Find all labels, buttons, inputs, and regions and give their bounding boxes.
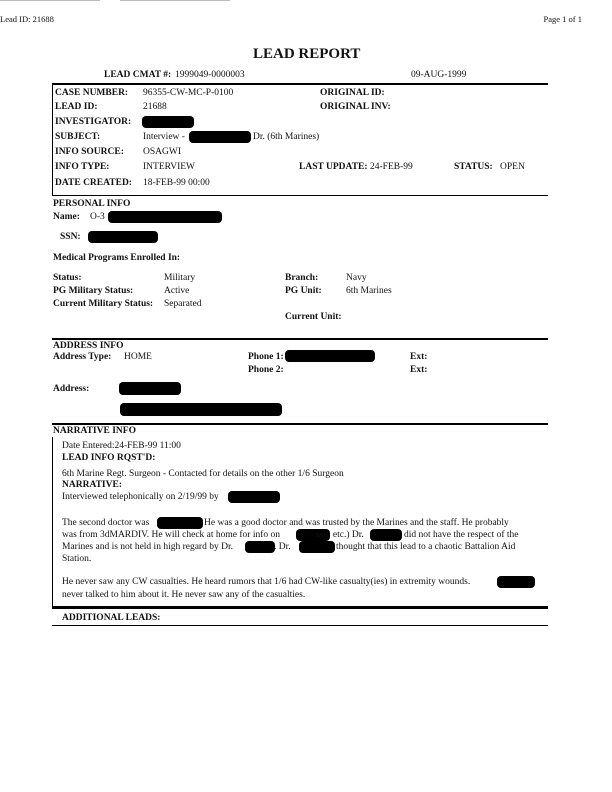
narrative-line: The second doctor was bbox=[62, 518, 150, 528]
ext2-label: Ext: bbox=[410, 365, 428, 375]
branch: Navy bbox=[346, 273, 367, 283]
date-created-label: DATE CREATED: bbox=[55, 178, 132, 188]
redaction bbox=[285, 350, 375, 362]
date-created: 18-FEB-99 00:00 bbox=[143, 178, 210, 188]
original-inv-label: ORIGINAL INV: bbox=[320, 102, 391, 112]
redaction bbox=[245, 541, 275, 553]
address-type-label: Address Type: bbox=[53, 352, 112, 362]
header-lead-id: Lead ID: 21688 bbox=[0, 14, 54, 24]
pg-military-status: Active bbox=[164, 286, 190, 296]
divider bbox=[52, 606, 548, 609]
investigator-label: INVESTIGATOR: bbox=[55, 117, 132, 127]
ssn-label: SSN: bbox=[60, 232, 81, 242]
info-type: INTERVIEW bbox=[143, 162, 195, 172]
narrative-line: Station. bbox=[62, 554, 92, 564]
lead-info-rqst-text: 6th Marine Regt. Surgeon - Contacted for details on the other 1/6 Surgeon bbox=[62, 469, 344, 479]
narrative-line: Interviewed telephonically on 2/19/99 by bbox=[62, 492, 219, 502]
redaction bbox=[299, 541, 335, 553]
divider bbox=[52, 83, 548, 85]
box-border bbox=[52, 437, 53, 609]
redaction bbox=[189, 131, 251, 143]
page-title: LEAD REPORT bbox=[253, 46, 361, 62]
subject-prefix: Interview - bbox=[143, 132, 185, 142]
date-entered: Date Entered:24-FEB-99 11:00 bbox=[62, 441, 181, 451]
info-source: OSAGWI bbox=[143, 147, 181, 157]
name-prefix: O-3 bbox=[90, 212, 105, 222]
divider bbox=[52, 338, 548, 340]
scan-artifact bbox=[0, 0, 100, 1]
pg-unit-label: PG Unit: bbox=[285, 286, 322, 296]
phone2-label: Phone 2: bbox=[248, 365, 284, 375]
redaction bbox=[142, 116, 194, 128]
narrative-label: NARRATIVE: bbox=[62, 480, 122, 490]
case-number: 96355-CW-MC-P-0100 bbox=[143, 88, 234, 98]
narrative-line: did not have the respect of the bbox=[404, 530, 519, 540]
redaction bbox=[119, 382, 181, 395]
pg-military-status-label: PG Military Status: bbox=[53, 286, 134, 296]
address-label: Address: bbox=[53, 384, 90, 394]
info-source-label: INFO SOURCE: bbox=[55, 147, 124, 157]
report-date: 09-AUG-1999 bbox=[411, 70, 467, 80]
branch-label: Branch: bbox=[285, 273, 319, 283]
lead-info-rqst-label: LEAD INFO RQST'D: bbox=[62, 453, 156, 463]
narrative-line: thought that this lead to a chaotic Battalion Aid bbox=[336, 542, 516, 552]
narrative-line: Marines and is not held in high regard by Dr. bbox=[62, 542, 233, 552]
box-border bbox=[52, 84, 53, 196]
narrative-line: He never saw any CW casualties. He heard rumors that 1/6 had CW-like casualty(ies) in extremity wounds. bbox=[62, 577, 471, 587]
status-mil-label: Status: bbox=[53, 273, 82, 283]
subject-suffix: Dr. (6th Marines) bbox=[253, 132, 320, 142]
current-military-status: Separated bbox=[164, 299, 202, 309]
subject-label: SUBJECT: bbox=[55, 132, 101, 142]
redaction bbox=[370, 529, 402, 541]
cmat-value: 1999049-0000003 bbox=[175, 70, 245, 80]
name-label: Name: bbox=[53, 212, 80, 222]
status-value: OPEN bbox=[500, 162, 525, 172]
status-label: STATUS: bbox=[454, 162, 493, 172]
divider bbox=[52, 423, 548, 425]
original-id-label: ORIGINAL ID: bbox=[320, 88, 385, 98]
scan-artifact bbox=[120, 0, 230, 1]
medical-programs-label: Medical Programs Enrolled In: bbox=[53, 253, 181, 263]
info-type-label: INFO TYPE: bbox=[55, 162, 110, 172]
status-mil: Military bbox=[164, 273, 196, 283]
divider bbox=[52, 625, 548, 626]
redaction bbox=[108, 211, 222, 223]
redaction bbox=[228, 491, 280, 503]
last-update: 24-FEB-99 bbox=[370, 162, 413, 172]
current-military-status-label: Current Military Status: bbox=[53, 299, 154, 309]
narrative-line: was from 3dMARDIV. He will check at home for info on bbox=[62, 530, 281, 540]
additional-leads-label: ADDITIONAL LEADS: bbox=[62, 613, 161, 623]
last-update-label: LAST UPDATE: bbox=[299, 162, 368, 172]
pg-unit: 6th Marines bbox=[346, 286, 392, 296]
redaction bbox=[497, 576, 535, 588]
narrative-info-heading: NARRATIVE INFO bbox=[53, 426, 136, 436]
phone1-label: Phone 1: bbox=[248, 352, 284, 362]
address-type: HOME bbox=[124, 352, 152, 362]
redaction bbox=[120, 403, 282, 416]
page-number: Page 1 of 1 bbox=[543, 14, 582, 24]
cmat-label: LEAD CMAT #: bbox=[104, 70, 172, 80]
address-info-heading: ADDRESS INFO bbox=[53, 341, 124, 351]
narrative-line: never talked to him about it. He never saw any of the casualties. bbox=[62, 590, 306, 600]
lead-id: 21688 bbox=[143, 102, 167, 112]
ext1-label: Ext: bbox=[410, 352, 428, 362]
personal-info-heading: PERSONAL INFO bbox=[53, 199, 131, 209]
divider bbox=[52, 195, 548, 196]
narrative-line: . Dr. bbox=[274, 542, 291, 552]
narrative-line: ssn, etc.) Dr. bbox=[316, 530, 364, 540]
lead-id-label: LEAD ID: bbox=[55, 102, 98, 112]
case-number-label: CASE NUMBER: bbox=[55, 88, 129, 98]
redaction bbox=[88, 231, 158, 243]
narrative-line: He was a good doctor and was trusted by the Marines and the staff. He probably bbox=[204, 518, 509, 528]
current-unit-label: Current Unit: bbox=[285, 312, 342, 322]
redaction bbox=[157, 517, 203, 529]
